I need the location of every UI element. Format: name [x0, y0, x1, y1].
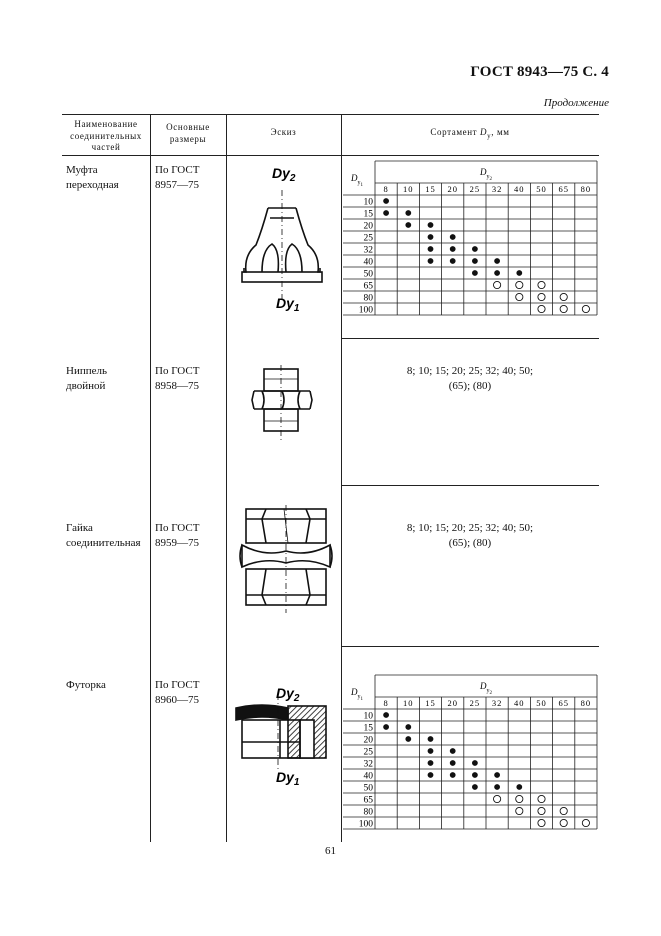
open-circle	[516, 281, 523, 288]
text-line: Футорка	[66, 679, 106, 691]
sketch-label: $Dy_2$	[272, 165, 296, 184]
col-header-20: 20	[447, 698, 458, 708]
filled-dot	[472, 270, 478, 276]
col-header-80: 80	[580, 698, 592, 708]
open-circle	[560, 819, 567, 826]
row-header-80: 80	[363, 293, 373, 304]
row-divider	[341, 338, 599, 339]
col-header-8: 8	[383, 184, 389, 194]
filled-dot	[383, 724, 389, 730]
col-header-10: 10	[403, 184, 414, 194]
row-header-100: 100	[358, 305, 373, 316]
filled-dot	[494, 270, 500, 276]
row-header-32: 32	[363, 759, 373, 770]
filled-dot	[472, 246, 478, 252]
col-header-15: 15	[425, 698, 436, 708]
row-sizes	[155, 521, 199, 551]
row-header-15: 15	[363, 209, 373, 220]
col-header-80: 80	[580, 184, 592, 194]
open-circle	[516, 293, 523, 300]
filled-dot	[450, 748, 456, 754]
col-header-65: 65	[558, 698, 569, 708]
text-line: 8957—75	[155, 178, 199, 191]
filled-dot	[428, 234, 434, 240]
open-circle	[494, 281, 501, 288]
row-axis-label: $D_{y1}$	[351, 687, 363, 702]
filled-dot	[472, 784, 478, 790]
text-line: Ниппель	[66, 365, 107, 377]
symbol-sub: y	[487, 131, 492, 140]
filled-dot	[494, 772, 500, 778]
text-line: 8959—75	[155, 536, 199, 549]
row-name	[66, 521, 141, 551]
col-axis-label: $D_{y2}$	[480, 167, 492, 182]
filled-dot	[405, 222, 411, 228]
header-line: соединительных	[70, 130, 142, 141]
header-line: Основные	[166, 122, 210, 132]
col-header-20: 20	[447, 184, 458, 194]
text-line: соединительная	[66, 536, 141, 549]
filled-dot	[428, 760, 434, 766]
header-line: частей	[91, 142, 121, 153]
filled-dot	[450, 258, 456, 264]
col-header-8: 8	[383, 698, 389, 708]
filled-dot	[428, 258, 434, 264]
column-header-sizes	[150, 122, 226, 145]
text-line: По ГОСТ	[155, 365, 200, 377]
continuation-label: Продолжение	[543, 97, 609, 109]
open-circle	[538, 819, 545, 826]
page-header-title: ГОСТ 8943—75 С. 4	[470, 64, 609, 80]
col-header-50: 50	[536, 184, 547, 194]
open-circle	[516, 795, 523, 802]
column-header-sketch: Эскиз	[270, 127, 297, 137]
filled-dot	[472, 760, 478, 766]
row-header-10: 10	[363, 197, 373, 208]
col-header-25: 25	[469, 184, 481, 194]
text-line: По ГОСТ	[155, 164, 200, 176]
text-line: Гайка	[66, 522, 93, 534]
text-line: (65); (80)	[448, 379, 492, 392]
column-divider	[341, 114, 342, 842]
open-circle	[516, 807, 523, 814]
open-circle	[538, 795, 545, 802]
filled-dot	[494, 784, 500, 790]
row-sizes	[155, 678, 199, 708]
symbol-d: D	[480, 127, 488, 137]
col-axis-label: $D_{y2}$	[480, 681, 492, 696]
filled-dot	[450, 246, 456, 252]
filled-dot	[516, 784, 522, 790]
row-axis-label: $D_{y1}$	[351, 173, 363, 188]
row-header-40: 40	[363, 257, 373, 268]
col-header-32: 32	[491, 184, 503, 194]
sketch-label: $Dy_2$	[276, 685, 300, 704]
text-line: переходная	[66, 178, 119, 191]
row-header-50: 50	[363, 783, 373, 794]
row-header-25: 25	[363, 747, 373, 758]
filled-dot	[450, 760, 456, 766]
column-divider	[226, 114, 227, 842]
header-line: размеры	[169, 133, 207, 144]
text-line: Муфта	[66, 164, 98, 176]
filled-dot	[383, 198, 389, 204]
table-header-rule	[62, 155, 599, 156]
row-divider	[341, 485, 599, 486]
filled-dot	[428, 246, 434, 252]
col-header-65: 65	[558, 184, 569, 194]
row-header-32: 32	[363, 245, 373, 256]
open-circle	[582, 819, 589, 826]
open-circle	[582, 305, 589, 312]
open-circle	[538, 293, 545, 300]
page-number: 61	[325, 845, 336, 857]
table-top-rule	[62, 114, 599, 115]
filled-dot	[405, 736, 411, 742]
row-header-50: 50	[363, 269, 373, 280]
filled-dot	[472, 258, 478, 264]
text-line: По ГОСТ	[155, 679, 200, 691]
open-circle	[538, 807, 545, 814]
open-circle	[538, 305, 545, 312]
row-header-100: 100	[358, 819, 373, 830]
filled-dot	[383, 210, 389, 216]
row-header-25: 25	[363, 233, 373, 244]
assortment-list	[341, 364, 599, 394]
filled-dot	[428, 222, 434, 228]
filled-dot	[405, 724, 411, 730]
coupling-sketch	[232, 160, 337, 320]
header-line: Наименование	[74, 119, 138, 129]
filled-dot	[405, 210, 411, 216]
text-line: 8960—75	[155, 693, 199, 706]
col-header-40: 40	[514, 184, 525, 194]
column-divider	[150, 114, 151, 842]
row-sizes	[155, 364, 199, 394]
row-header-15: 15	[363, 723, 373, 734]
assortment-list	[341, 521, 599, 551]
col-header-15: 15	[425, 184, 436, 194]
col-header-10: 10	[403, 698, 414, 708]
column-header-name	[62, 119, 150, 154]
row-name	[66, 163, 119, 193]
bushing-sketch	[232, 680, 337, 790]
row-header-65: 65	[363, 281, 373, 292]
row-header-10: 10	[363, 711, 373, 722]
text-line: двойной	[66, 379, 106, 392]
row-header-80: 80	[363, 807, 373, 818]
text-line: 8; 10; 15; 20; 25; 32; 40; 50;	[406, 522, 534, 534]
text-line: 8958—75	[155, 379, 199, 392]
filled-dot	[494, 258, 500, 264]
row-header-65: 65	[363, 795, 373, 806]
union-nut-sketch	[236, 505, 336, 615]
column-header-assortment	[341, 127, 599, 141]
col-header-25: 25	[469, 698, 481, 708]
col-header-40: 40	[514, 698, 525, 708]
filled-dot	[450, 772, 456, 778]
row-header-40: 40	[363, 771, 373, 782]
open-circle	[560, 293, 567, 300]
open-circle	[560, 807, 567, 814]
col-header-50: 50	[536, 698, 547, 708]
filled-dot	[428, 736, 434, 742]
row-header-20: 20	[363, 221, 373, 232]
assortment-matrix	[343, 161, 598, 317]
header-text: Сортамент	[430, 127, 478, 137]
row-sizes	[155, 163, 199, 193]
row-name	[66, 364, 107, 394]
filled-dot	[450, 234, 456, 240]
row-name	[66, 678, 106, 693]
filled-dot	[472, 772, 478, 778]
sketch-label: $Dy_1$	[276, 769, 300, 788]
open-circle	[538, 281, 545, 288]
col-header-32: 32	[491, 698, 503, 708]
nipple-sketch	[240, 365, 320, 455]
sketch-label: $Dy_1$	[276, 295, 300, 314]
filled-dot	[428, 748, 434, 754]
text-line: 8; 10; 15; 20; 25; 32; 40; 50;	[406, 365, 534, 377]
text-line: (65); (80)	[448, 536, 492, 549]
row-header-20: 20	[363, 735, 373, 746]
filled-dot	[428, 772, 434, 778]
assortment-matrix	[343, 675, 598, 831]
open-circle	[494, 795, 501, 802]
filled-dot	[516, 270, 522, 276]
row-divider	[341, 646, 599, 647]
open-circle	[560, 305, 567, 312]
filled-dot	[383, 712, 389, 718]
text-line: По ГОСТ	[155, 522, 200, 534]
header-unit: , мм	[491, 127, 510, 137]
